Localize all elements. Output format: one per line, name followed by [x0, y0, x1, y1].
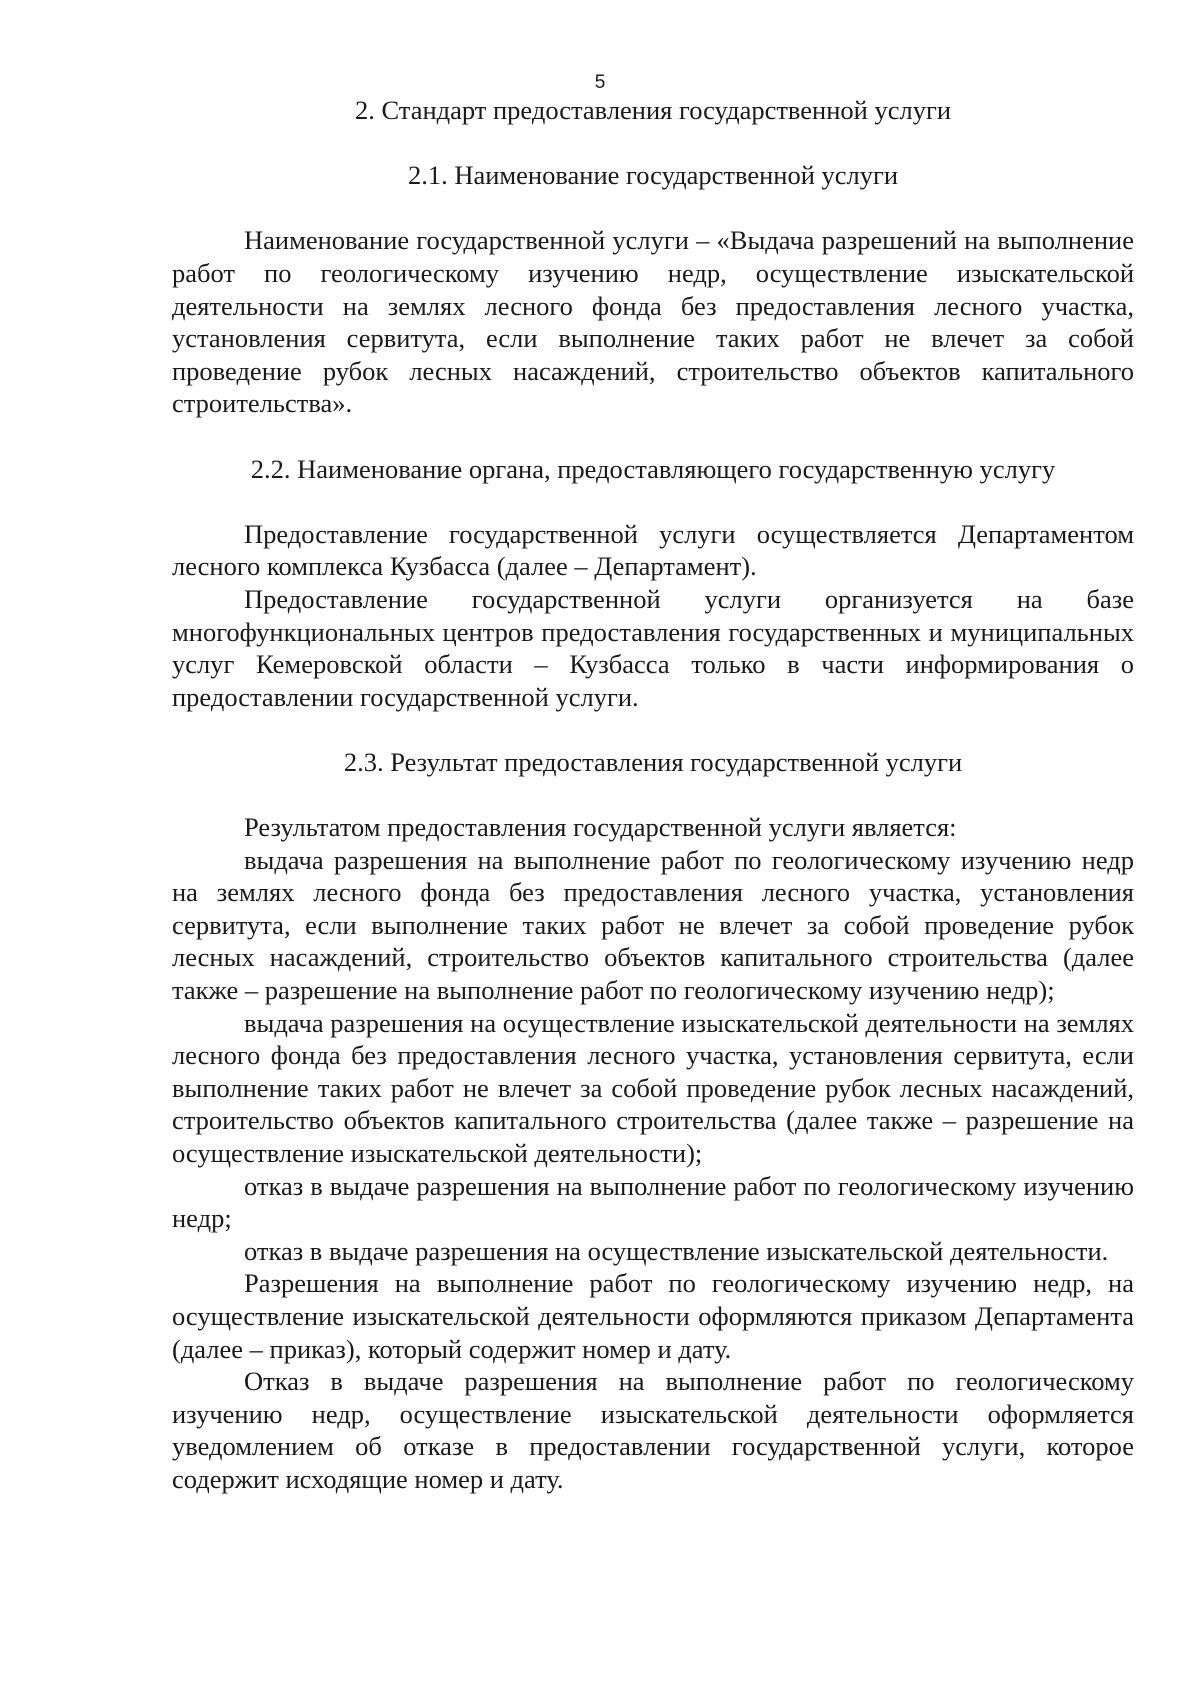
- page-number: 5: [594, 72, 606, 93]
- paragraph: отказ в выдаче разрешения на осуществление изыскательской деятельности.: [244, 1235, 1109, 1266]
- spacer: [172, 713, 1134, 746]
- paragraph: Результатом предоставления государственной услуги является:: [244, 812, 957, 843]
- subsection-title-2-2: 2.2. Наименование органа, предоставляющего государственную услугу: [250, 453, 1056, 484]
- section-title: 2. Стандарт предоставления государственной услуги: [354, 95, 952, 125]
- paragraph: Предоставление государственной услуги организуется на базе многофункциональных центров предоставления государственных и муниципальных услуг Кемеровской области – Кузбасса только в части информирования о предоставлении государственной услуги.: [172, 583, 1134, 712]
- paragraph: выдача разрешения на осуществление изыскательской деятельности на землях лесного фонда без предоставления лесного участка, установления сервитута, если выполнение таких работ не влечет за собой проведение рубок лесных насаждений, строительство объектов капитального строительства (далее также – разрешение на осуществление изыскательской деятельности);: [172, 1007, 1134, 1168]
- spacer: [172, 127, 1134, 160]
- paragraph: отказ в выдаче разрешения на выполнение работ по геологическому изучению недр;: [172, 1170, 1134, 1234]
- paragraph: Отказ в выдаче разрешения на выполнение работ по геологическому изучению недр, осуществление изыскательской деятельности оформляется уведомлением об отказе в предоставлении государственной услуги, которое содержит исходящие номер и дату.: [172, 1366, 1134, 1494]
- paragraph: Наименование государственной услуги – «Выдача разрешений на выполнение работ по геологическому изучению недр, осуществление изыскательской деятельности на землях лесного фонда без предоставления лесного участка, установления сервитута, если выполнение таких работ не влечет за собой проведение рубок лесных насаждений, строительство объектов капитального строительства».: [172, 225, 1134, 419]
- subsection-title-2-3: 2.3. Результат предоставления государственной услуги: [343, 746, 963, 777]
- spacer: [172, 420, 1134, 453]
- subsection-title-2-1: 2.1. Наименование государственной услуги: [407, 160, 899, 191]
- spacer: [172, 778, 1134, 811]
- spacer: [172, 192, 1134, 225]
- document-body: [172, 94, 1134, 1496]
- spacer: [172, 485, 1134, 518]
- paragraph: выдача разрешения на выполнение работ по геологическому изучению недр на землях лесного фонда без предоставления лесного участка, установления сервитута, если выполнение таких работ не влечет за собой проведение рубок лесных насаждений, строительство объектов капитального строительства (далее также – разрешение на выполнение работ по геологическому изучению недр);: [172, 844, 1134, 1006]
- paragraph: Разрешения на выполнение работ по геологическому изучению недр, на осуществление изыскательской деятельности оформляются приказом Департамента (далее – приказ), который содержит номер и дату.: [172, 1268, 1134, 1364]
- paragraph: Предоставление государственной услуги осуществляется Департаментом лесного комплекса Кузбасса (далее – Департамент).: [172, 518, 1134, 582]
